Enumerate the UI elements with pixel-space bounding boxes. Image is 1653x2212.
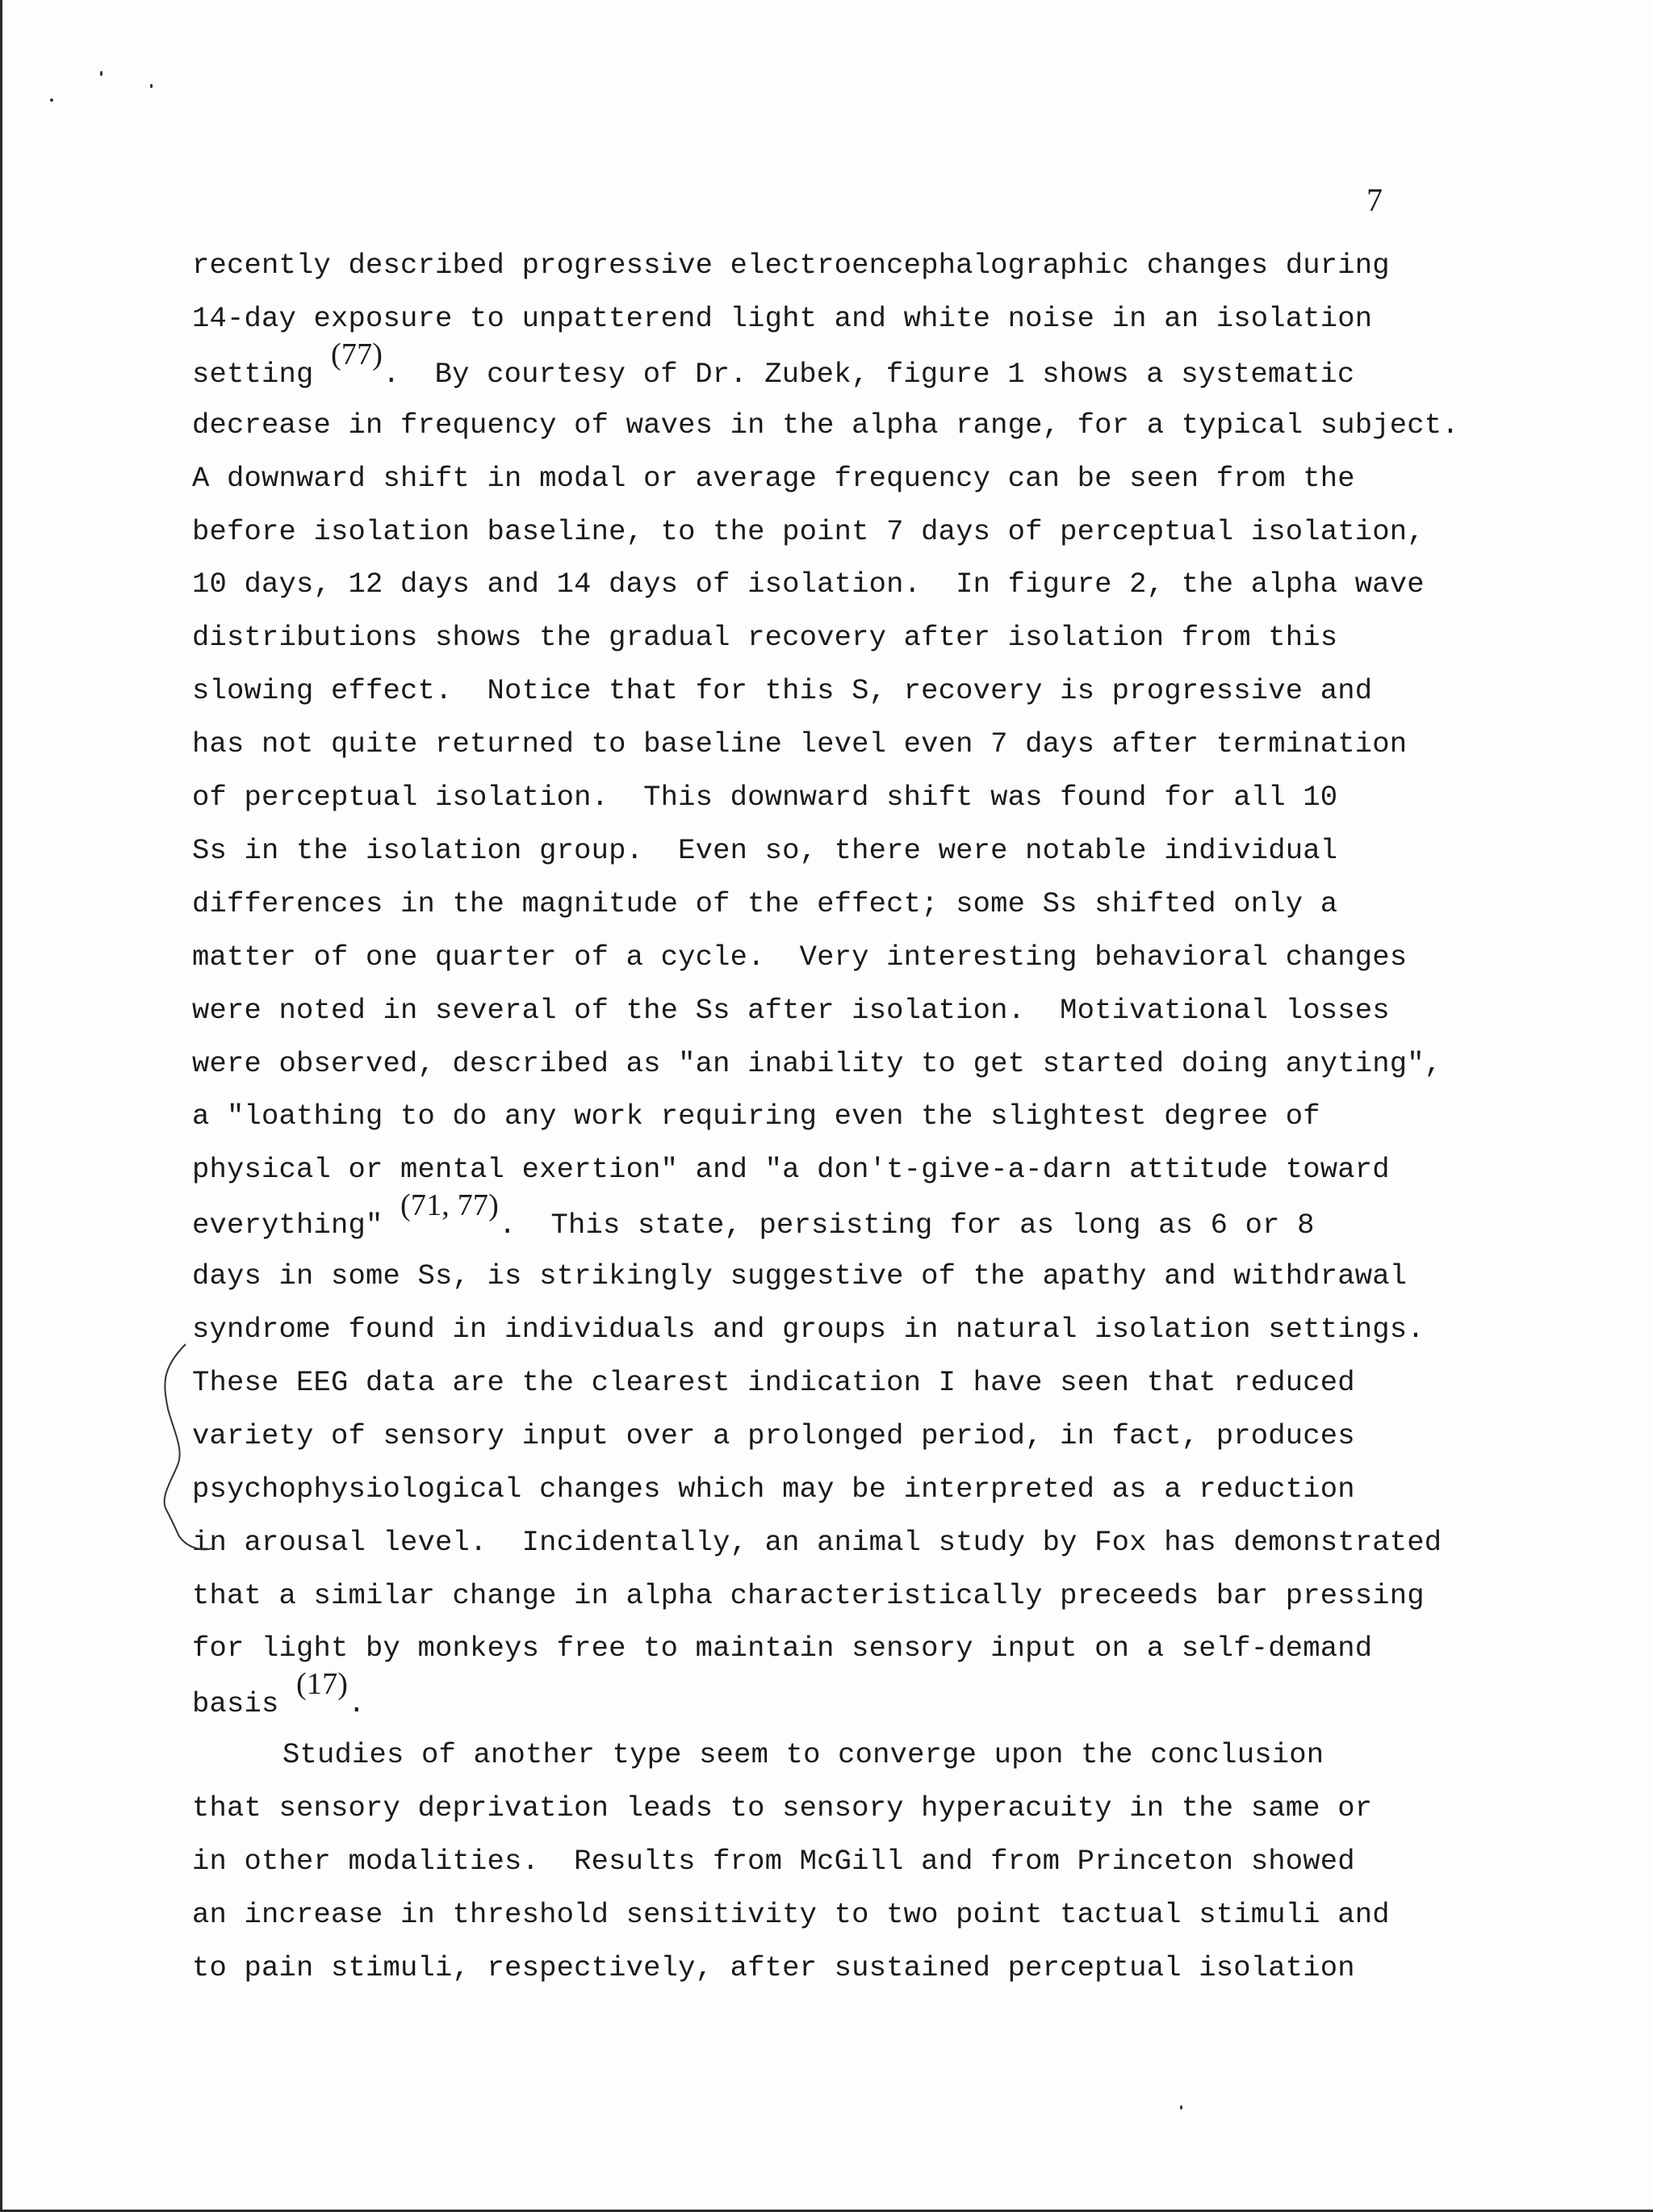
scan-speck [150, 84, 153, 88]
text-line: in arousal level. Incidentally, an animal study by Fox has demonstrated [192, 1525, 1442, 1559]
scan-speck [1180, 2105, 1182, 2109]
text-line: to pain stimuli, respectively, after sustained perceptual isolation [192, 1950, 1355, 1984]
text-line: were observed, described as "an inability to get started doing anyting", [192, 1046, 1442, 1080]
text-line: slowing effect. Notice that for this S, recovery is progressive and [192, 674, 1373, 708]
text-line: recently described progressive electroencephalographic changes during [192, 249, 1390, 282]
text-line [192, 337, 1355, 394]
text-line: a "loathing to do any work requiring even the slightest degree of [192, 1100, 1320, 1133]
page-number: 7 [1366, 182, 1383, 218]
text-line: A downward shift in modal or average frequency can be seen from the [192, 461, 1355, 495]
text-line: decrease in frequency of waves in the alpha range, for a typical subject. [192, 408, 1459, 442]
text-line [192, 1188, 1315, 1245]
text-line: These EEG data are the clearest indication I have seen that reduced [192, 1365, 1355, 1399]
citation-superscript: (77) [331, 337, 383, 371]
text-line: in other modalities. Results from McGill and from Princeton showed [192, 1845, 1355, 1878]
text-segment: basis [192, 1687, 297, 1721]
text-line: Studies of another type seem to converge upon the conclusion [282, 1738, 1324, 1772]
text-line: an increase in threshold sensitivity to two point tactual stimuli and [192, 1897, 1390, 1931]
text-segment: . This state, persisting for as long as 6 or 8 [498, 1209, 1315, 1242]
text-line: psychophysiological changes which may be interpreted as a reduction [192, 1472, 1355, 1506]
scan-speck [100, 71, 103, 76]
text-segment: setting [192, 357, 332, 391]
text-line: syndrome found in individuals and groups in natural isolation settings. [192, 1313, 1425, 1346]
text-line: that sensory deprivation leads to sensory hyperacuity in the same or [192, 1791, 1373, 1825]
text-line: before isolation baseline, to the point 7 days of perceptual isolation, [192, 514, 1425, 548]
text-line: matter of one quarter of a cycle. Very interesting behavioral changes [192, 940, 1408, 974]
text-line: has not quite returned to baseline level even 7 days after termination [192, 727, 1408, 761]
text-line: Ss in the isolation group. Even so, there were notable individual [192, 833, 1338, 867]
text-line: differences in the magnitude of the effect; some Ss shifted only a [192, 886, 1338, 920]
text-line [192, 1667, 366, 1724]
text-line: for light by monkeys free to maintain sensory input on a self-demand [192, 1632, 1373, 1665]
scan-speck [50, 98, 53, 102]
text-line: were noted in several of the Ss after isolation. Motivational losses [192, 993, 1390, 1027]
citation-superscript: (17) [296, 1667, 349, 1702]
margin-bracket-mark [153, 1336, 218, 1578]
text-segment: . By courtesy of Dr. Zubek, figure 1 shows a systematic [383, 357, 1355, 391]
citation-superscript: (71, 77) [400, 1188, 499, 1223]
text-line: 10 days, 12 days and 14 days of isolation. In figure 2, the alpha wave [192, 568, 1425, 601]
scan-edge-left [0, 0, 2, 2212]
text-line: physical or mental exertion" and "a don't-give-a-darn attitude toward [192, 1153, 1390, 1187]
text-line: distributions shows the gradual recovery after isolation from this [192, 621, 1338, 655]
text-line: days in some Ss, is strikingly suggestive of the apathy and withdrawal [192, 1259, 1408, 1293]
text-line: variety of sensory input over a prolonged period, in fact, produces [192, 1418, 1355, 1452]
text-line: 14-day exposure to unpatterend light and white noise in an isolation [192, 301, 1373, 335]
text-segment: everything" [192, 1209, 401, 1242]
text-line: of perceptual isolation. This downward shift was found for all 10 [192, 781, 1338, 814]
text-line: that a similar change in alpha characteristically preceeds bar pressing [192, 1578, 1425, 1612]
text-segment: . [348, 1687, 366, 1721]
